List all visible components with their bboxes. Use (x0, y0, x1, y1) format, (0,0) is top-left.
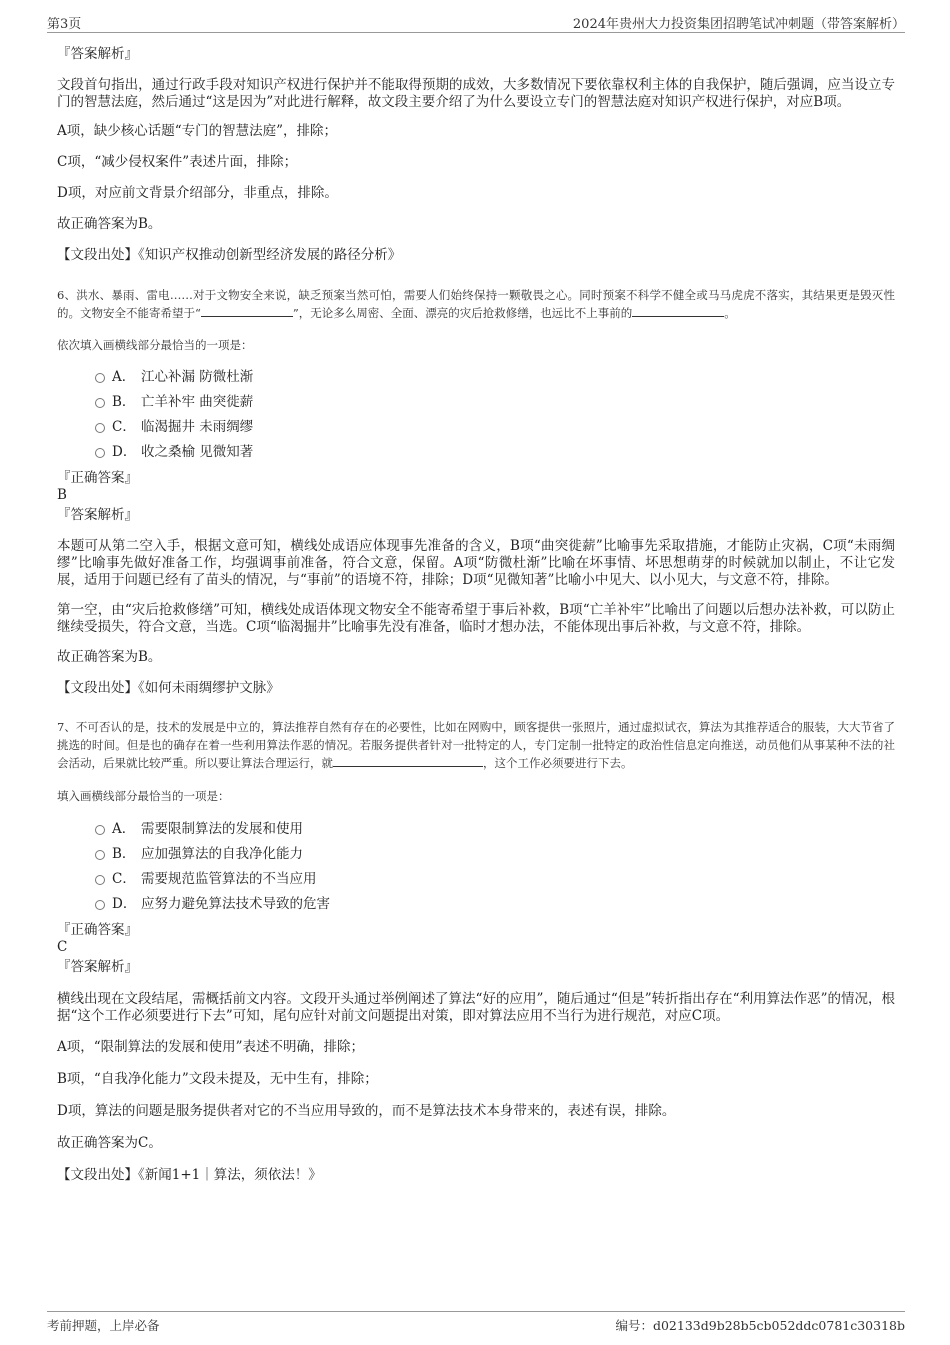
radio-icon[interactable] (95, 373, 105, 383)
option-letter: B． (112, 394, 136, 410)
option-d[interactable] (57, 440, 895, 465)
radio-icon[interactable] (95, 398, 105, 408)
correct-answer: C (57, 939, 68, 955)
question-7-text-part1: 7、不可否认的是，技术的发展是中立的，算法推荐自然有存在的必要性，比如在网购中，顾客提供一张照片，通过虚拟试衣，算法为其推荐适合的服装，大大节省了挑选的时间。但是也的确存在着一些利用算法作恶的情况。若服务提供者针对一批特定的人，专门定制一批特定的政治性信息定向推送，动员他们从事某种不法的社会活动，后果就比较严重。所以要让算法合理运行，就 (57, 720, 895, 770)
analysis-label: 『答案解析』 (57, 507, 138, 523)
radio-icon[interactable] (95, 448, 105, 458)
option-c[interactable] (57, 867, 895, 892)
option-b[interactable] (57, 842, 895, 867)
analysis-option-d: D项，对应前文背景介绍部分，非重点，排除。 (57, 185, 338, 201)
conclusion: 故正确答案为B。 (57, 649, 162, 665)
page-number: 第3页 (47, 17, 82, 32)
analysis-label: 『答案解析』 (57, 959, 138, 975)
conclusion: 故正确答案为C。 (57, 1135, 162, 1151)
analysis-option-b: B项，“自我净化能力”文段未提及，无中生有，排除； (57, 1071, 378, 1087)
option-text: 需要规范监管算法的不当应用 (141, 871, 317, 887)
option-c[interactable] (57, 415, 895, 440)
question-7-prompt: 填入画横线部分最恰当的一项是： (57, 789, 230, 803)
option-letter: A． (112, 369, 136, 385)
option-text: 江心补漏 防微杜渐 (141, 369, 254, 385)
analysis-option-a: A项，“限制算法的发展和使用”表述不明确，排除； (57, 1039, 365, 1055)
option-b[interactable] (57, 390, 895, 415)
conclusion: 故正确答案为B。 (57, 216, 162, 232)
analysis-paragraph: 第一空，由“灾后抢救修缮”可知，横线处成语体现文物安全不能寄希望于事后补救，B项“亡羊补牢”比喻出了问题以后想办法补救，可以防止继续受损失，符合文意，当选。C项“临渴掘井”比喻事先没有准备，临时才想办法，不能体现出事后补救，与文意不符，排除。 (57, 602, 895, 635)
radio-icon[interactable] (95, 825, 105, 835)
analysis-option-a: A项，缺少核心话题“专门的智慧法庭”，排除； (57, 123, 338, 139)
question-6-text-part3: 。 (724, 306, 736, 320)
source-citation: 【文段出处】《新闻1+1｜算法，须依法！》 (57, 1167, 322, 1183)
option-text: 应加强算法的自我净化能力 (141, 846, 303, 862)
option-letter: C． (112, 419, 136, 435)
page-content (57, 44, 895, 1184)
option-text: 收之桑榆 见微知著 (141, 444, 254, 460)
fill-blank-1[interactable] (201, 304, 293, 317)
analysis-paragraph: 本题可从第二空入手，根据文意可知，横线处成语应体现事先准备的含义，B项“曲突徙薪”比喻事先采取措施，才能防止灾祸，C项“未雨绸缪”比喻事先做好准备工作，均强调事前准备，符合文意，保留。A项“防微杜渐”比喻在坏事情、坏思想萌芽的时候就加以制止，不让它发展，适用于问题已经有了苗头的情况，与“事前”的语境不符，排除；D项“见微知著”比喻小中见大、以小见大，与文意不符，排除。 (57, 538, 895, 588)
option-a[interactable] (57, 817, 895, 842)
document-title: 2024年贵州大力投资集团招聘笔试冲刺题（带答案解析） (572, 17, 905, 32)
analysis-option-c: C项，“减少侵权案件”表述片面，排除； (57, 154, 298, 170)
question-7-options (57, 817, 895, 917)
option-letter: D． (112, 444, 137, 460)
radio-icon[interactable] (95, 900, 105, 910)
option-letter: A． (112, 821, 136, 837)
correct-answer-label: 『正确答案』 (57, 470, 138, 486)
analysis-label: 『答案解析』 (57, 46, 138, 62)
correct-answer-label: 『正确答案』 (57, 922, 138, 938)
question-7-text (57, 718, 895, 772)
document-serial: 编号：d02133d9b28b5cb052ddc0781c30318b (615, 1318, 905, 1333)
analysis-paragraph: 文段首句指出，通过行政手段对知识产权进行保护并不能取得预期的成效，大多数情况下要依靠权利主体的自我保护，随后强调，应当设立专门的智慧法庭，然后通过“这是因为”对此进行解释，故文段主要介绍了为什么要设立专门的智慧法庭对知识产权进行保护，对应B项。 (57, 77, 895, 110)
option-text: 亡羊补牢 曲突徙薪 (141, 394, 254, 410)
fill-blank[interactable] (333, 754, 483, 767)
source-citation: 【文段出处】《如何未雨绸缪护文脉》 (57, 680, 280, 696)
option-a[interactable] (57, 365, 895, 390)
analysis-option-d: D项，算法的问题是服务提供者对它的不当应用导致的，而不是算法技术本身带来的，表述有误，排除。 (57, 1103, 676, 1119)
radio-icon[interactable] (95, 850, 105, 860)
question-6-text (57, 286, 895, 322)
option-letter: C． (112, 871, 136, 887)
question-6-text-part2: ”，无论多么周密、全面、漂亮的灾后抢救修缮，也远比不上事前的 (292, 306, 633, 320)
question-7-text-part2: ，这个工作必须要进行下去。 (483, 756, 633, 770)
option-letter: B． (112, 846, 136, 862)
option-text: 应努力避免算法技术导致的危害 (141, 896, 330, 912)
analysis-paragraph: 横线出现在文段结尾，需概括前文内容。文段开头通过举例阐述了算法“好的应用”，随后通过“但是”转折指出存在“利用算法作恶”的情况，根据“这个工作必须要进行下去”可知，尾句应针对前文问题提出对策，即对算法应用不当行为进行规范，对应C项。 (57, 991, 895, 1024)
option-text: 临渴掘井 未雨绸缪 (141, 419, 254, 435)
question-6-options (57, 365, 895, 465)
source-citation: 【文段出处】《知识产权推动创新型经济发展的路径分析》 (57, 247, 402, 263)
option-d[interactable] (57, 892, 895, 917)
option-text: 需要限制算法的发展和使用 (141, 821, 303, 837)
radio-icon[interactable] (95, 875, 105, 885)
correct-answer: B (57, 487, 67, 503)
option-letter: D． (112, 896, 137, 912)
radio-icon[interactable] (95, 423, 105, 433)
question-6-text-part1: 6、洪水、暴雨、雷电……对于文物安全来说，缺乏预案当然可怕，需要人们始终保持一颗敬畏之心。同时预案不科学不健全或马马虎虎不落实，其结果更是毁灭性的。文物安全不能寄希望于“ (57, 288, 895, 320)
footer-slogan: 考前押题，上岸必备 (47, 1318, 160, 1333)
fill-blank-2[interactable] (632, 304, 724, 317)
question-6-prompt: 依次填入画横线部分最恰当的一项是： (57, 338, 253, 352)
page-footer (47, 1311, 905, 1333)
page-header (47, 10, 905, 33)
